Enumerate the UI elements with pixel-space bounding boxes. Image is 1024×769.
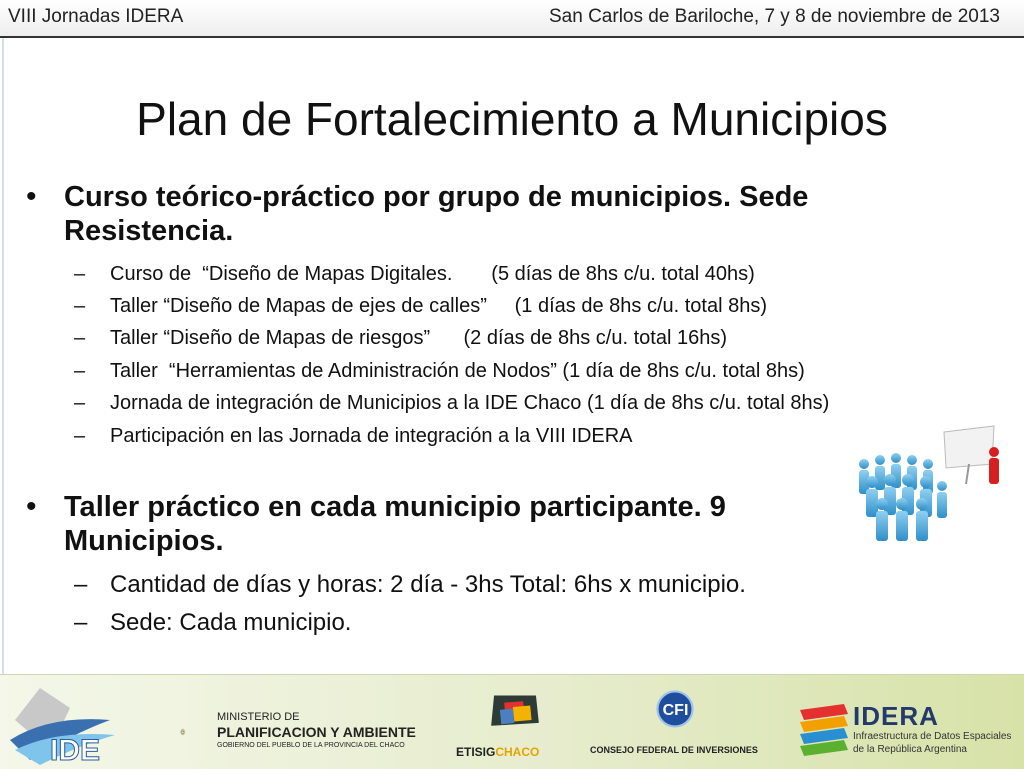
ministerio-line: GOBIERNO DEL PUEBLO DE LA PROVINCIA DEL CHACO [217,742,405,749]
bullet-heading [64,490,964,558]
event-name: VIII Jornadas IDERA [8,6,184,27]
sub-item: – Curso de “Diseño de Mapas Digitales. (5 días de 8hs c/u. total 40hs) [74,263,755,285]
svg-text:IDE: IDE [50,734,101,767]
slide-title: Plan de Fortalecimiento a Municipios [136,93,888,145]
idera-wordmark: IDERA [853,701,939,731]
ministerio-line: MINISTERIO DE [217,711,300,723]
svg-text:CFI: CFI [662,700,689,719]
team-presentation-illustration [844,424,1004,548]
sub-item: – Taller “Diseño de Mapas de ejes de calles” (1 días de 8hs c/u. total 8hs) [74,295,768,317]
etisig-chaco-logo [456,694,574,746]
bullet-heading-line: Curso teórico-práctico por grupo de municipios. Sede [64,181,809,213]
sub-item: – Cantidad de días y horas: 2 día - 3hs Total: 6hs x municipio. [74,571,746,598]
ministerio-line: PLANIFICACION Y AMBIENTE [217,724,416,740]
sub-item: – Taller “Herramientas de Administración de Nodos” (1 día de 8hs c/u. total 8hs) [74,360,805,382]
idera-subtitle: de la República Argentina [853,744,967,755]
bullet-marker: • [26,180,37,213]
sub-item: – Sede: Cada municipio. [74,609,352,636]
event-location-date: San Carlos de Bariloche, 7 y 8 de noviembre de 2013 [549,6,1000,27]
sub-item: – Jornada de integración de Municipios a la IDE Chaco (1 día de 8hs c/u. total 8hs) [74,392,830,414]
bullet-marker: • [26,490,37,523]
cfi-logo [600,690,750,744]
ide-chaco-logo [10,680,120,768]
idera-subtitle: Infraestructura de Datos Espaciales [853,731,1012,742]
provincial-seal-icon [180,704,220,760]
bullet-heading-line: Taller práctico en cada municipio participante. 9 [64,491,726,523]
cfi-name: CONSEJO FEDERAL DE INVERSIONES [590,745,758,755]
bullet-heading [64,180,964,248]
bullet-heading-line: Municipios. [64,525,224,557]
slide-header [0,0,1024,38]
etisig-wordmark: ETISIGCHACO [456,745,540,759]
idera-logo-icon [796,700,852,756]
sub-item: – Taller “Diseño de Mapas de riesgos” (2 días de 8hs c/u. total 16hs) [74,327,727,349]
sub-item: – Participación en las Jornada de integración a la VIII IDERA [74,425,633,447]
bullet-heading-line: Resistencia. [64,215,234,247]
